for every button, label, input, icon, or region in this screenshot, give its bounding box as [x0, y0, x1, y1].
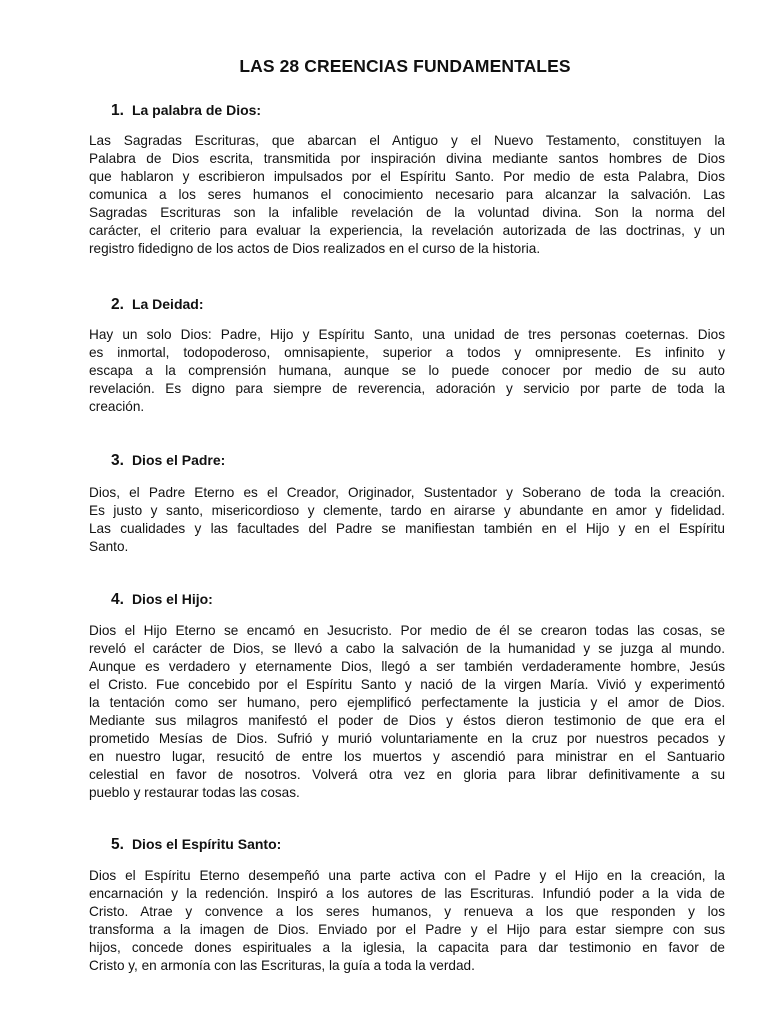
section-number: 3. — [111, 452, 124, 469]
body-text-line: Santo. — [89, 539, 129, 554]
section-number: 2. — [111, 296, 124, 313]
section-heading-text: La palabra de Dios: — [131, 102, 262, 118]
body-text-line: transforma a la imagen de Dios. Enviado por el Padre y el Hijo para estar siempre con sus — [89, 922, 725, 937]
body-text-line: Sagradas Escrituras son la infalible revelación de la voluntad divina. Son la norma del — [89, 205, 725, 220]
body-text-line: celestial en favor de nosotros. Volverá otra vez en gloria para librar definitivamente a su — [89, 767, 725, 782]
section-heading-dios-el-padre — [111, 452, 225, 470]
section-body-dios-el-hijo — [89, 622, 725, 802]
body-text-line: comunica a los seres humanos el conocimiento necesario para alcanzar la salvación. Las — [89, 187, 725, 202]
section-number: 4. — [111, 591, 124, 608]
section-heading-palabra-de-dios — [111, 102, 261, 120]
section-heading-text: La Deidad: — [131, 296, 204, 312]
section-body-deidad — [89, 326, 725, 416]
section-heading-text: Dios el Espíritu Santo: — [131, 836, 282, 852]
body-text-line: la tentación como ser humano, pero ejemplificó perfectamente la justicia y el amor de Dios. — [89, 695, 725, 710]
body-text-line: Cristo y, en armonía con las Escrituras, la guía a toda la verdad. — [89, 958, 475, 973]
body-text-line: Es justo y santo, misericordioso y clemente, tardo en airarse y abundante en amor y fidelidad. — [89, 503, 725, 518]
body-text-line: Aunque es verdadero y eternamente Dios, llegó a ser también verdaderamente hombre, Jesús — [89, 659, 725, 674]
section-number: 1. — [111, 102, 124, 119]
body-text-line: en nuestro lugar, resucitó de entre los muertos y ascendió para ministrar en el Santuario — [89, 749, 725, 764]
body-text-line: carácter, el criterio para evaluar la experiencia, la revelación autorizada de las doctrinas, y un — [89, 223, 725, 238]
body-text-line: Dios, el Padre Eterno es el Creador, Originador, Sustentador y Soberano de toda la creación. — [89, 485, 725, 500]
body-text-line: reveló el carácter de Dios, se llevó a cabo la salvación de la humanidad y se juzga al mundo. — [89, 641, 725, 656]
section-heading-espiritu-santo — [111, 836, 281, 854]
body-text-line: escapa a la comprensión humana, aunque se lo puede conocer por medio de su auto — [89, 363, 725, 378]
body-text-line: creación. — [89, 399, 145, 414]
section-body-dios-el-padre — [89, 484, 725, 556]
section-heading-dios-el-hijo — [111, 591, 213, 609]
body-text-line: el Cristo. Fue concebido por el Espíritu Santo y nació de la virgen María. Vivió y experimentó — [89, 677, 725, 692]
section-heading-text: Dios el Padre: — [131, 452, 226, 468]
body-text-line: es inmortal, todopoderoso, omnisapiente, superior a todos y omnipresente. Es infinito y — [89, 345, 725, 360]
body-text-line: Dios el Espíritu Eterno desempeñó una parte activa con el Padre y el Hijo en la creación, la — [89, 868, 725, 883]
body-text-line: que hablaron y escribieron impulsados por el Espíritu Santo. Por medio de esta Palabra, Dios — [89, 169, 725, 184]
body-text-line: Palabra de Dios escrita, transmitida por inspiración divina mediante santos hombres de Dios — [89, 151, 725, 166]
body-text-line: prometido Mesías de Dios. Sufrió y murió voluntariamente en la cruz por nuestros pecados y — [89, 731, 725, 746]
body-text-line: Hay un solo Dios: Padre, Hijo y Espíritu Santo, una unidad de tres personas coeternas. Dios — [89, 327, 725, 342]
body-text-line: Mediante sus milagros manifestó el poder de Dios y éstos dieron testimonio de que era el — [89, 713, 725, 728]
body-text-line: encarnación y la redención. Inspiró a los autores de las Escrituras. Infundió poder a la vida de — [89, 886, 725, 901]
section-number: 5. — [111, 836, 124, 853]
body-text-line: Cristo. Atrae y convence a los seres humanos, y renueva a los que responden y los — [89, 904, 725, 919]
body-text-line: Dios el Hijo Eterno se encamó en Jesucristo. Por medio de él se crearon todas las cosas, se — [89, 623, 725, 638]
section-heading-text: Dios el Hijo: — [131, 591, 213, 607]
body-text-line: Las cualidades y las facultades del Padre se manifiestan también en el Hijo y en el Espíritu — [89, 521, 725, 536]
body-text-line: hijos, concede dones espirituales a la iglesia, la capacita para dar testimonio en favor de — [89, 940, 725, 955]
document-title: LAS 28 CREENCIAS FUNDAMENTALES — [239, 56, 571, 76]
section-body-palabra-de-dios — [89, 132, 725, 258]
body-text-line: pueblo y restaurar todas las cosas. — [89, 785, 300, 800]
body-text-line: registro fidedigno de los actos de Dios realizados en el curso de la historia. — [89, 241, 541, 256]
section-body-espiritu-santo — [89, 867, 725, 975]
body-text-line: Las Sagradas Escrituras, que abarcan el Antiguo y el Nuevo Testamento, constituyen la — [89, 133, 725, 148]
section-heading-deidad — [111, 296, 204, 314]
body-text-line: revelación. Es digno para siempre de reverencia, adoración y servicio por parte de toda la — [89, 381, 725, 396]
